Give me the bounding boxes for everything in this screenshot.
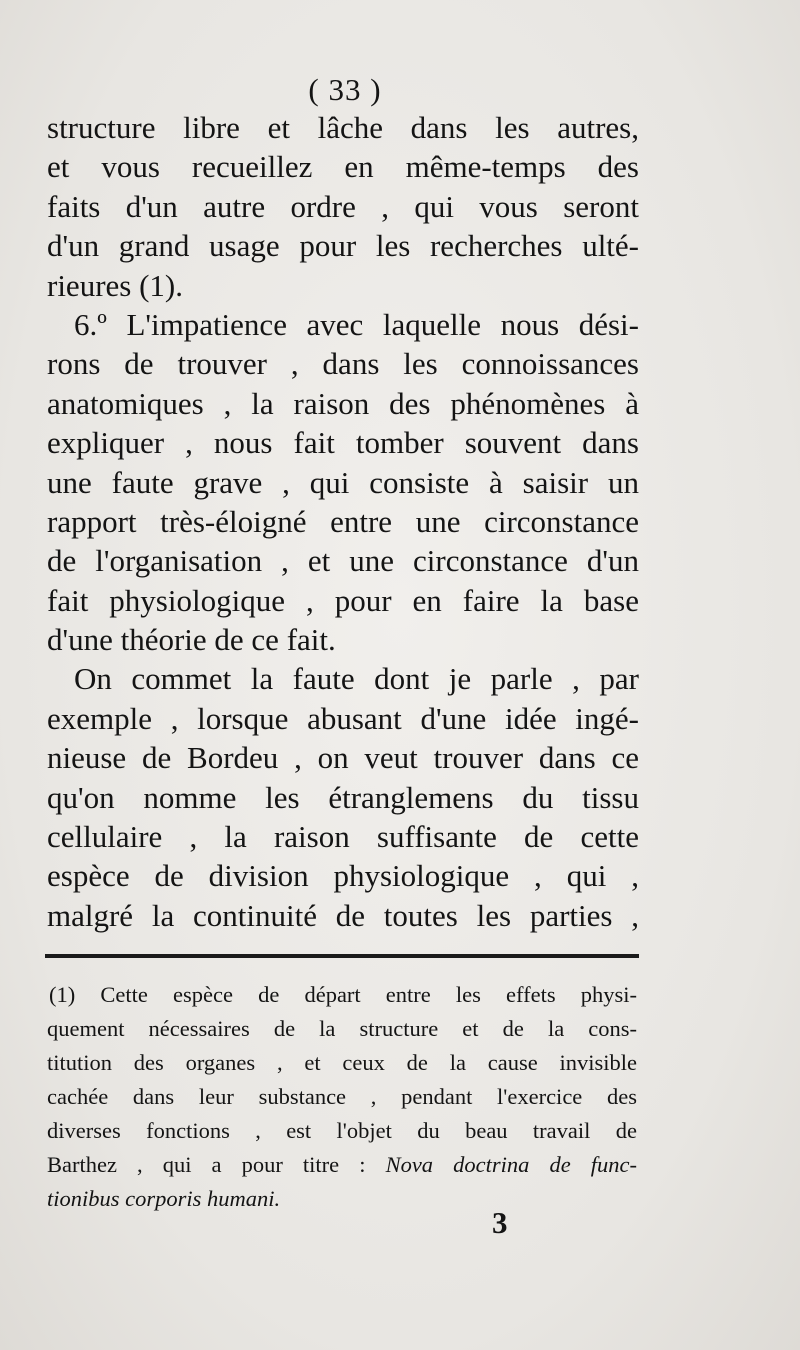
text-line: nieuse de Bordeu , on veut trouver dans ce: [47, 740, 639, 776]
footnote-line: diverses fonctions , est l'objet du beau travail de: [47, 1118, 637, 1143]
text-line: expliquer , nous fait tomber souvent dans: [47, 425, 639, 461]
footnote-line: [47, 1148, 637, 1182]
text-line: une faute grave , qui consiste à saisir un: [47, 464, 639, 500]
text-line: structure libre et lâche dans les autres,: [47, 110, 639, 145]
text-line: fait physiologique , pour en faire la base: [47, 582, 639, 618]
footnote-line: quement nécessaires de la structure et de la cons-: [47, 1016, 637, 1041]
signature-mark: 3: [492, 1205, 508, 1240]
footnote-line: titution des organes , et ceux de la cause invisible: [47, 1050, 637, 1075]
footnote-text: Barthez , qui a pour titre :: [47, 1152, 386, 1177]
text-line: rieures (1).: [47, 267, 183, 303]
footnote: [47, 978, 637, 1216]
footnote-line: (1) Cette espèce de départ entre les effets physi-: [49, 982, 637, 1007]
text-line: cellulaire , la raison suffisante de cette: [47, 819, 639, 855]
text-line: d'un grand usage pour les recherches ulté-: [47, 228, 639, 264]
main-text: [47, 108, 639, 935]
text-line: malgré la continuité de toutes les parties ,: [47, 897, 639, 933]
book-title-text: Nova doctrina de func-: [385, 1152, 637, 1177]
text-line: rapport très-éloigné entre une circonstance: [47, 503, 639, 539]
footnote-divider: [45, 954, 639, 958]
text-line: anatomiques , la raison des phénomènes à: [47, 385, 639, 421]
text-line: On commet la faute dont je parle , par: [74, 661, 639, 697]
text-line: espèce de division physiologique , qui ,: [47, 858, 639, 894]
text-line: faits d'un autre ordre , qui vous seront: [47, 188, 639, 224]
page-number: ( 33 ): [308, 72, 382, 107]
footnote-line: tionibus corporis humani.: [47, 1186, 281, 1211]
text-line: et vous recueillez en même-temps des: [47, 149, 639, 185]
text-line: 6.º L'impatience avec laquelle nous dési-: [74, 306, 639, 342]
text-line: d'une théorie de ce fait.: [47, 622, 336, 658]
text-line: rons de trouver , dans les connoissances: [47, 346, 639, 382]
text-line: de l'organisation , et une circonstance d'un: [47, 543, 639, 579]
text-line: exemple , lorsque abusant d'une idée ingé-: [47, 700, 639, 736]
footnote-line: cachée dans leur substance , pendant l'exercice des: [47, 1084, 637, 1109]
text-line: qu'on nomme les étranglemens du tissu: [47, 779, 639, 815]
